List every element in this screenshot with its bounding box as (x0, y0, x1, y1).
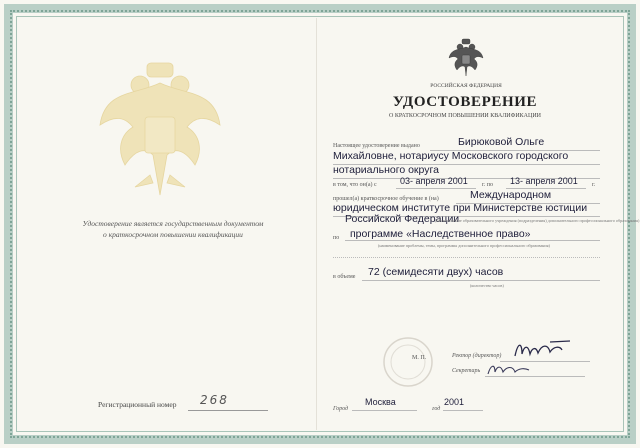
volume-label: в объеме (333, 274, 356, 280)
faded-seal-icon (370, 332, 450, 388)
city-value: Москва (365, 397, 396, 407)
institution-line-3: Российской Федерации (345, 213, 460, 225)
volume-value: 72 (семидесяти двух) часов (368, 266, 504, 278)
program-label: по (333, 235, 340, 241)
period-from: 03- апреля 2001 (400, 176, 468, 186)
rector-label: Ректор (директор) (452, 353, 502, 359)
trained-label: прошел(а) краткосрочное обучение в (на) (333, 196, 439, 202)
rf-label: РОССИЙСКАЯ ФЕДЕРАЦИЯ (430, 83, 502, 89)
institution-caption: (наименование образовательного учреждения (подразделения) дополнительного профессионального образования) (435, 218, 640, 223)
recipient-name-line-1: Бирюковой Ольге (458, 136, 545, 148)
issued-label: Настоящее удостоверение выдано (333, 143, 420, 149)
note-line-1: Удостоверение является государственным документом (82, 219, 264, 228)
period-to: 13- апреля 2001 (510, 176, 578, 186)
rule-6 (345, 240, 600, 241)
rector-signature-icon (510, 338, 580, 362)
institution-line-2: юридическом институте при Министерстве юстиции (333, 202, 588, 214)
program-caption: (наименование проблемы, темы, программы дополнительного профессионального образования) (378, 243, 550, 248)
rule-8 (362, 280, 600, 281)
registration-label: Регистрационный номер (98, 400, 177, 409)
document-title: УДОСТОВЕРЕНИЕ (392, 94, 538, 110)
city-label: Город (333, 406, 349, 412)
year-label: год (432, 406, 441, 412)
center-fold (316, 18, 317, 430)
secretary-label: Секретарь (452, 368, 481, 374)
rule-city (352, 410, 417, 411)
rule-period-from (396, 188, 476, 189)
document-subtitle: О КРАТКОСРОЧНОМ ПОВЫШЕНИИ КВАЛИФИКАЦИИ (388, 113, 541, 119)
rule-7 (333, 257, 600, 258)
period-label-c: г. (592, 182, 596, 188)
coat-of-arms-icon (448, 38, 484, 78)
year-value: 2001 (444, 397, 465, 407)
rule-year (443, 410, 483, 411)
period-label-b: г. по (482, 182, 493, 188)
program-name: программе «Наследственное право» (350, 228, 531, 240)
rule-secretary (485, 376, 585, 377)
recipient-name-line-3: нотариального округа (333, 164, 439, 176)
volume-caption: (количество часов) (470, 283, 504, 288)
mp-label: М. П. (412, 355, 427, 361)
registration-line (188, 410, 268, 411)
registration-number: 268 (200, 393, 229, 407)
left-note (58, 218, 288, 240)
note-line-2: о краткосрочном повышении квалификации (103, 230, 243, 239)
period-label-a: в том, что он(а) с (333, 182, 377, 188)
double-headed-eagle-watermark-icon (95, 55, 225, 205)
institution-line-1: Международном (470, 189, 552, 201)
recipient-name-line-2: Михайловне, нотариусу Московского городского (333, 150, 569, 162)
